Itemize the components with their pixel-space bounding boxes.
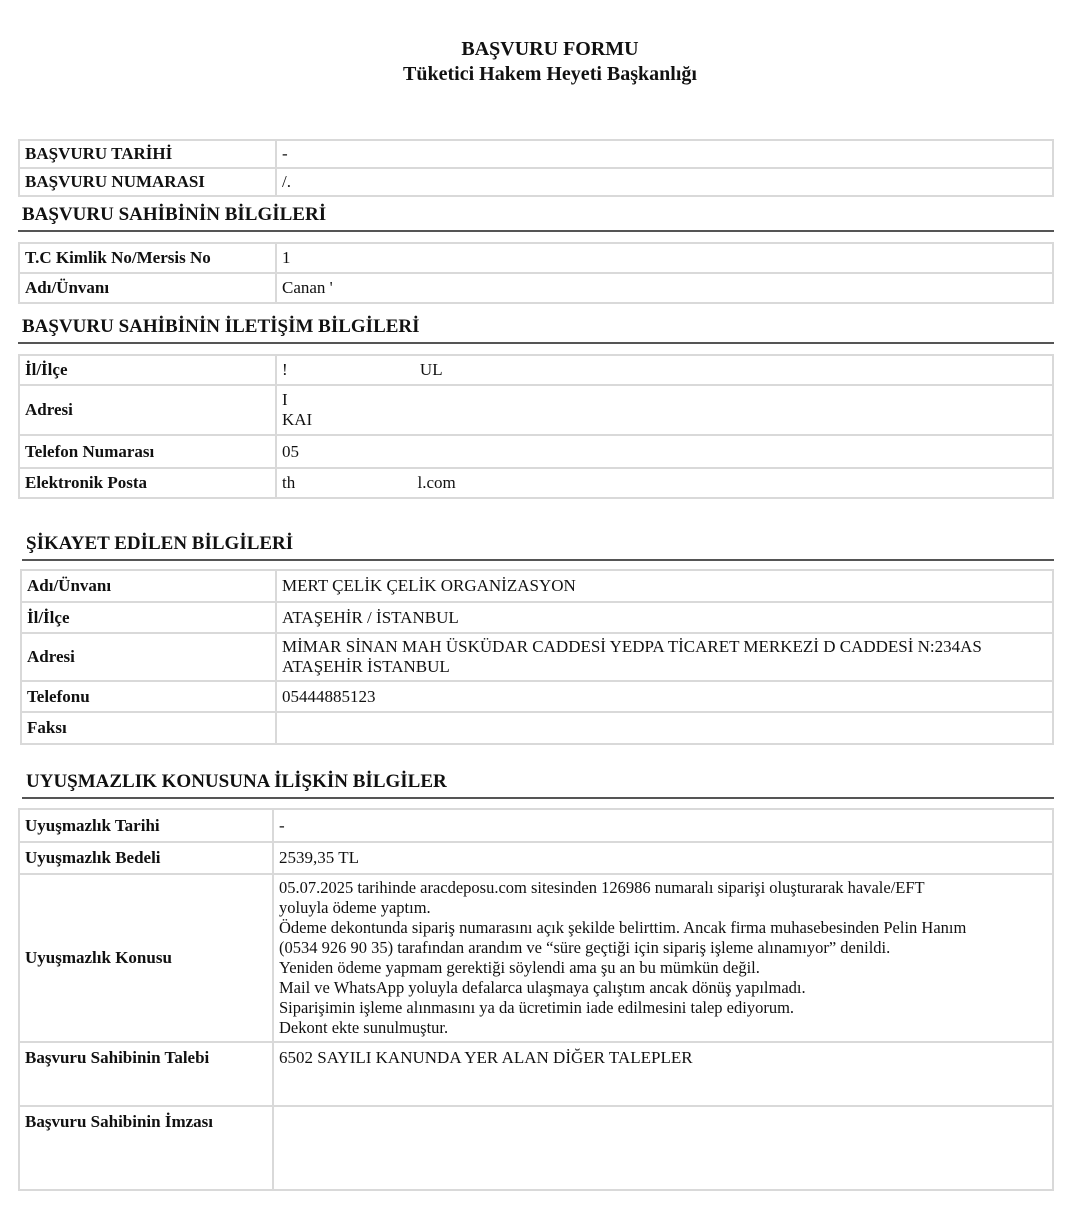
applicant-section-title: BAŞVURU SAHİBİNİN BİLGİLERİ [18,204,1054,232]
dispute-subject-line-8: Dekont ekte sunulmuştur. [279,1018,449,1037]
applicant-city-value [276,355,1053,385]
dispute-subject-value [273,874,1053,1042]
application-number-label: BAŞVURU NUMARASI [19,168,276,196]
applicant-phone-value: 05 [276,435,1053,468]
applicant-phone-label: Telefon Numarası [19,435,276,468]
dispute-subject-line-5: Yeniden ödeme yapmam gerektiği söylendi ama şu an bu mümkün değil. [279,958,760,977]
dispute-section-title: UYUŞMAZLIK KONUSUNA İLİŞKİN BİLGİLER [22,771,1054,799]
respondent-name-value: MERT ÇELİK ÇELİK ORGANİZASYON [276,570,1053,602]
respondent-name-label: Adı/Ünvanı [21,570,276,602]
respondent-section-title: ŞİKAYET EDİLEN BİLGİLERİ [22,533,1054,561]
dispute-date-value: - [273,809,1053,842]
applicant-contact-section-title: BAŞVURU SAHİBİNİN İLETİŞİM BİLGİLERİ [18,316,1054,344]
application-date-label: BAŞVURU TARİHİ [19,140,276,168]
applicant-city-value-start: ! [282,360,288,379]
dispute-subject-line-4: (0534 926 90 35) tarafından arandım ve “süre geçtiği için sipariş işleme alınamıyor” denildi. [279,938,891,957]
application-date-value: - [276,140,1053,168]
applicant-name-label: Adı/Ünvanı [19,273,276,303]
applicant-email-value-end: l.com [417,473,456,492]
respondent-table [20,569,1054,745]
dispute-subject-line-1: 05.07.2025 tarihinde aracdeposu.com sitesinden 126986 numaralı siparişi oluşturarak havale/EFT [279,878,925,897]
respondent-fax-label: Faksı [21,712,276,744]
applicant-city-label: İl/İlçe [19,355,276,385]
dispute-subject-line-3: Ödeme dekontunda sipariş numarasını açık şekilde belirttim. Ancak firma muhasebesinden Pelin Hanım [279,918,967,937]
application-table [18,139,1054,197]
respondent-city-label: İl/İlçe [21,602,276,633]
applicant-email-value [276,468,1053,498]
applicant-name-value: Canan ' [276,273,1053,303]
respondent-phone-value: 05444885123 [276,681,1053,712]
form-subtitle: Tüketici Hakem Heyeti Başkanlığı [403,63,697,85]
application-number-value: /. [276,168,1053,196]
respondent-address-line-1: MİMAR SİNAN MAH ÜSKÜDAR CADDESİ YEDPA TİCARET MERKEZİ D CADDESİ N:234AS [282,637,982,656]
applicant-address-value [276,385,1053,435]
respondent-address-line-2: ATAŞEHİR İSTANBUL [282,657,450,676]
dispute-amount-value: 2539,35 TL [273,842,1053,874]
respondent-fax-value [276,712,1053,744]
applicant-id-value: 1 [276,243,1053,273]
applicant-contact-table [18,354,1054,499]
respondent-phone-label: Telefonu [21,681,276,712]
dispute-request-label: Başvuru Sahibinin Talebi [19,1042,273,1106]
applicant-address-label: Adresi [19,385,276,435]
applicant-email-label: Elektronik Posta [19,468,276,498]
respondent-address-label: Adresi [21,633,276,681]
form-title: BAŞVURU FORMU [461,38,639,60]
dispute-subject-label: Uyuşmazlık Konusu [19,874,273,1042]
dispute-table [18,808,1054,1191]
dispute-signature-label: Başvuru Sahibinin İmzası [19,1106,273,1190]
applicant-id-label: T.C Kimlik No/Mersis No [19,243,276,273]
applicant-city-value-end: UL [419,360,443,379]
dispute-amount-label: Uyuşmazlık Bedeli [19,842,273,874]
applicant-email-value-start: th [282,473,296,492]
applicant-address-line-2: KAI [282,410,313,429]
applicant-address-line-1: I [282,390,288,409]
dispute-subject-line-7: Siparişimin işleme alınmasını ya da ücretimin iade edilmesini talep ediyorum. [279,998,795,1017]
dispute-date-label: Uyuşmazlık Tarihi [19,809,273,842]
dispute-subject-line-6: Mail ve WhatsApp yoluyla defalarca ulaşmaya çalıştım ancak dönüş yapılmadı. [279,978,806,997]
respondent-city-value: ATAŞEHİR / İSTANBUL [276,602,1053,633]
dispute-signature-value [273,1106,1053,1190]
dispute-subject-line-2: yoluyla ödeme yaptım. [279,898,431,917]
dispute-request-value: 6502 SAYILI KANUNDA YER ALAN DİĞER TALEPLER [273,1042,1053,1106]
applicant-table [18,242,1054,304]
respondent-address-value [276,633,1053,681]
